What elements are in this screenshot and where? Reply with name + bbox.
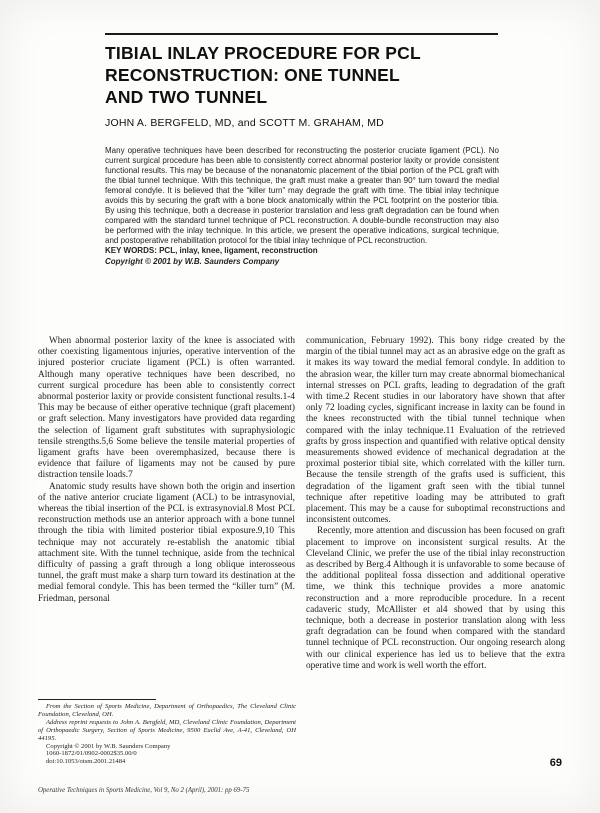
footnote-block <box>38 699 296 766</box>
authors-line: JOHN A. BERGFELD, MD, and SCOTT M. GRAHAM, MD <box>105 117 384 129</box>
copyright-line: Copyright © 2001 by W.B. Saunders Company <box>105 257 280 266</box>
footnote-doi: doi:10.1053/otsm.2001.21484 <box>46 758 126 766</box>
title-line-2: RECONSTRUCTION: ONE TUNNEL <box>105 65 400 85</box>
body-paragraph-left-1: When abnormal posterior laxity of the knee is associated with other coexisting ligamentous injuries, operative intervention of the injured posterior cruciate ligament (PCL) is often warranted. Although many operative techniques have been described, no current surgical procedure has been able to consistently correct abnormal posterior laxity or provide consistent functional results.1-4 This may be because of either operative technique (graft placement) or graft selection. Many investigators have provided data regarding the selection of ligament graft substitutes with supraphysiologic tensile strengths.5,6 Some believe the tensile material properties of ligament grafts have been overemphasized, because there is evidence that failure of ligaments may not be caused by pure distraction tensile loads.7 <box>38 336 295 481</box>
left-column <box>38 336 295 605</box>
footnote-affiliation: From the Section of Sports Medicine, Department of Orthopaedics, The Cleveland Clinic Foundation, Cleveland, OH. <box>38 703 296 718</box>
footnote-rule <box>38 699 156 700</box>
article-title <box>105 42 505 108</box>
page-number: 69 <box>549 757 562 769</box>
keywords-line <box>105 246 499 256</box>
keywords-label: KEY WORDS: <box>105 246 157 255</box>
footnote-reprints: Address reprint requests to John A. Bergfeld, MD, Cleveland Clinic Foundation, Department of Orthopaedic Surgery, Section of Sports Medicine, 9500 Euclid Ave, A-41, Cleveland, OH 44195. <box>38 718 296 742</box>
footnote-copyright: Copyright © 2001 by W.B. Saunders Company <box>46 742 171 750</box>
keywords-list: PCL, inlay, knee, ligament, reconstruction <box>156 246 318 255</box>
journal-citation: Operative Techniques in Sports Medicine, Vol 9, No 2 (April), 2001: pp 69-75 <box>38 787 250 794</box>
abstract-block <box>105 146 499 267</box>
title-line-1: TIBIAL INLAY PROCEDURE FOR PCL <box>105 43 421 63</box>
right-column <box>306 336 565 672</box>
footnote-issn: 1060-1872/01/0902-0002$35.00/0 <box>46 750 137 758</box>
body-paragraph-right-1: communication, February 1992). This bony ridge created by the margin of the tibial tunnel may act as an abrasive edge on the graft as it makes its way toward the medial femoral condyle. In addition to the abrasion wear, the killer turn may create abnormal biomechanical internal stresses on PCL grafts, leading to degradation of the graft with time.2 Recent studies in our laboratory have shown that after only 72 loading cycles, significant increase in laxity can be found in the knees reconstructed with the tibial tunnel technique when compared with the inlay technique.11 Evaluation of the retrieved grafts by gross inspection and quantified with relative optical density measurements showed evidence of mechanical degradation at the proximal posterior tibial site, which correlated with the killer turn. Because the tensile strength of the grafts used is sufficient, this degradation of the ligament graft seen with the tibial tunnel technique after repetitive loading may be attributed to graft placement. This may be a cause for suboptimal reconstructions and inconsistent outcomes. <box>306 336 565 526</box>
title-line-3: AND TWO TUNNEL <box>105 87 268 107</box>
title-rule <box>105 33 498 35</box>
body-paragraph-right-2: Recently, more attention and discussion has been focused on graft placement to improve on inconsistent surgical results. At the Cleveland Clinic, we prefer the use of the tibial inlay reconstruction as described by Berg.4 Although it is unfavorable to some because of the additional popliteal fossa dissection and additional operative time, we think this technique provides a more anatomic reconstruction and a more reproducible procedure. In a recent cadaveric study, McAllister et al4 showed that by using this technique, both a decrease in posterior translation along with less graft degradation can be found when compared with the standard tunnel technique of PCL reconstruction. Our ongoing research along with our clinical experience has led us to believe that the extra operative time and work is well worth the effort. <box>306 526 565 671</box>
abstract-text: Many operative techniques have been described for reconstructing the posterior cruciate ligament (PCL). No current surgical procedure has been able to consistently correct abnormal posterior laxity or provide consistent functional results. This may be because of the nonanatomic placement of the tibial portion of the PCL graft with the tibial tunnel technique. With this technique, the graft must make a greater than 90° turn toward the medial femoral condyle. It is believed that the “killer turn” may degrade the graft with time. The tibial inlay technique avoids this by securing the graft with a bone block anatomically within the PCL footprint on the posterior tibia. By using this technique, both a decrease in posterior translation and less graft degradation can be found when compared with the standard tunnel technique of PCL reconstruction. A double-bundle reconstruction may also be performed with the inlay technique. In this article, we present the operative indications, surgical technique, and postoperative rehabilitation protocol for the tibial inlay technique of PCL reconstruction. <box>105 146 499 245</box>
body-paragraph-left-2: Anatomic study results have shown both the origin and insertion of the native anterior cruciate ligament (ACL) to be intrasynovial, whereas the tibial insertion of the PCL is extrasynovial.8 Most PCL reconstruction methods use an anterior approach with a bone tunnel through the tibia with limited posterior tibial exposure.9,10 This technique may not accurately re-establish the anatomic tibial attachment site. With the tunnel technique, aside from the technical difficulty of passing a graft through a long oblique interosseous tunnel, the graft must make a sharp turn toward its destination at the medial femoral condyle. This has been termed the “killer turn” (M. Friedman, personal <box>38 481 295 604</box>
